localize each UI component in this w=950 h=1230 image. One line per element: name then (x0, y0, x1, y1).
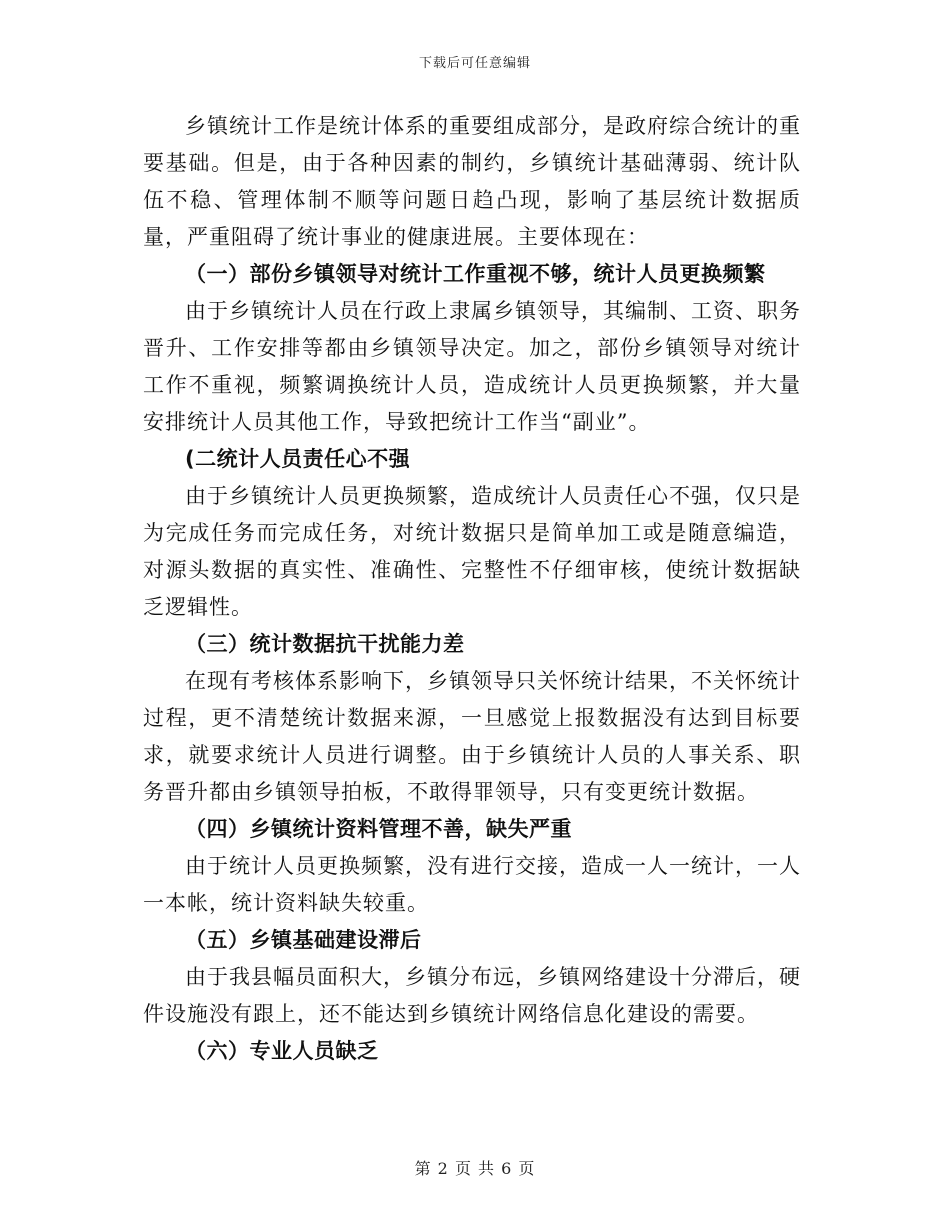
document-body (143, 108, 801, 1070)
section-heading-1: （一）部份乡镇领导对统计工作重视不够，统计人员更换频繁 (185, 262, 766, 286)
section-heading-2: (二统计人员责任心不强 (185, 447, 411, 471)
section-paragraph-5: 由于我县幅员面积大，乡镇分布远，乡镇网络建设十分滞后，硬件设施没有跟上，还不能达到乡镇统计网络信息化建设的需要。 (143, 965, 801, 1026)
page-number: 第 2 页 共 6 页 (414, 1159, 536, 1178)
section-paragraph-4: 由于统计人员更换频繁，没有进行交接，造成一人一统计，一人一本帐，统计资料缺失较重。 (143, 854, 801, 915)
section-heading-3: （三）统计数据抗干扰能力差 (185, 632, 465, 656)
section-heading-6: （六）专业人员缺乏 (185, 1039, 379, 1063)
section-heading-4: （四）乡镇统计资料管理不善，缺失严重 (185, 817, 572, 841)
section-heading-5: （五）乡镇基础建设滞后 (185, 928, 422, 952)
section-paragraph-3: 在现有考核体系影响下，乡镇领导只关怀统计结果，不关怀统计过程，更不清楚统计数据来源，一旦感觉上报数据没有达到目标要求，就要求统计人员进行调整。由于乡镇统计人员的人事关系、职务晋升都由乡镇领导拍板，不敢得罪领导，只有变更统计数据。 (143, 669, 801, 804)
section-paragraph-2: 由于乡镇统计人员更换频繁，造成统计人员责任心不强，仅只是为完成任务而完成任务，对统计数据只是简单加工或是随意编造，对源头数据的真实性、准确性、完整性不仔细审核，使统计数据缺乏逻辑性。 (143, 484, 801, 619)
intro-paragraph: 乡镇统计工作是统计体系的重要组成部分，是政府综合统计的重要基础。但是，由于各种因素的制约，乡镇统计基础薄弱、统计队伍不稳、管理体制不顺等问题日趋凸现，影响了基层统计数据质量，严重阻碍了统计事业的健康进展。主要体现在： (143, 114, 801, 249)
section-paragraph-1: 由于乡镇统计人员在行政上隶属乡镇领导，其编制、工资、职务晋升、工作安排等都由乡镇领导决定。加之，部份乡镇领导对统计工作不重视，频繁调换统计人员，造成统计人员更换频繁，并大量安排统计人员其他工作，导致把统计工作当“副业”。 (143, 299, 801, 434)
page-header: 下载后可任意编辑 (418, 56, 531, 71)
